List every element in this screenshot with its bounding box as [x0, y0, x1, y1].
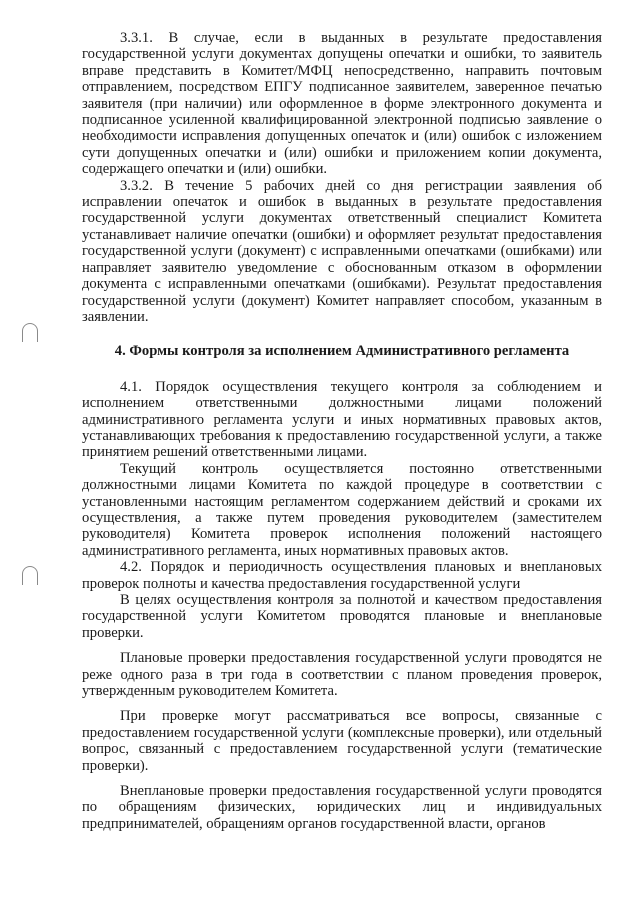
paragraph-current-control: Текущий контроль осуществляется постоянно ответственными должностными лицами Комитета по каждой процедуре в соответствии с установленными настоящим регламентом содержанием действий и сроками их осуществления, а также путем проведения руководителем (заместителем руководителя) Комитета проверок исполнения положений настоящего административного регламента, иных нормативных правовых актов. — [82, 460, 602, 559]
binder-hole-mark-lower — [22, 566, 38, 585]
paragraph-planned-inspections: Плановые проверки предоставления государственной услуги проводятся не реже одного раза в три года в соответствии с планом проведения проверок, утвержденным руководителем Комитета. — [82, 650, 602, 700]
paragraph-4-1: 4.1. Порядок осуществления текущего контроля за соблюдением и исполнением ответственными должностными лицами положений административного регламента услуги и иных нормативных правовых актов, устанавливающих требования к предоставлению государственной услуги, а также принятием решений ответственными лицами. — [82, 378, 602, 461]
section-heading: 4. Формы контроля за исполнением Административного регламента — [114, 343, 570, 360]
paragraph-3-3-1: 3.3.1. В случае, если в выданных в результате предоставления государственной услуги документах допущены опечатки и ошибки, то заявитель вправе представить в Комитет/МФЦ непосредственно, направить почтовым отправлением, посредством ЕПГУ подписанное заявителем, заверенное печатью заявителя (при наличии) или оформленное в форме электронного документа и подписанное усиленной квалифицированной электронной подписью заявление о необходимости исправления допущенных опечаток и (или) ошибок с изложением сути допущенных опечатки и (или) ошибки и приложением копии документа, содержащего опечатки и (или) ошибки. — [82, 30, 602, 178]
paragraph-inspection-scope: При проверке могут рассматриваться все вопросы, связанные с предоставлением государственной услуги (комплексные проверки), или отдельный вопрос, связанный с предоставлением государственной услуги (тематические проверки). — [82, 708, 602, 774]
paragraph-4-2: 4.2. Порядок и периодичность осуществления плановых и внеплановых проверок полноты и качества предоставления государственной услуги — [82, 559, 602, 592]
paragraph-inspection-purpose: В целях осуществления контроля за полнотой и качеством предоставления государственной услуги Комитетом проводятся плановые и внеплановые проверки. — [82, 592, 602, 641]
document-page — [82, 30, 602, 832]
paragraph-3-3-2: 3.3.2. В течение 5 рабочих дней со дня регистрации заявления об исправлении опечаток и ошибок в выданных в результате предоставления государственной услуги документах ответственный специалист Комитета устанавливает наличие опечатки (ошибки) и оформляет результат предоставления государственной услуги (документ) с исправленными опечатками (ошибками) или направляет заявителю уведомление с обоснованным отказом в оформлении документа с исправленными опечатками (ошибками). Результат предоставления государственной услуги (документ) Комитет направляет способом, указанным в заявлении. — [82, 177, 602, 325]
paragraph-unplanned-inspections: Внеплановые проверки предоставления государственной услуги проводятся по обращениям физических, юридических лиц и индивидуальных предпринимателей, обращениям органов государственной власти, органов — [82, 783, 602, 832]
binder-hole-mark-upper — [22, 323, 38, 342]
